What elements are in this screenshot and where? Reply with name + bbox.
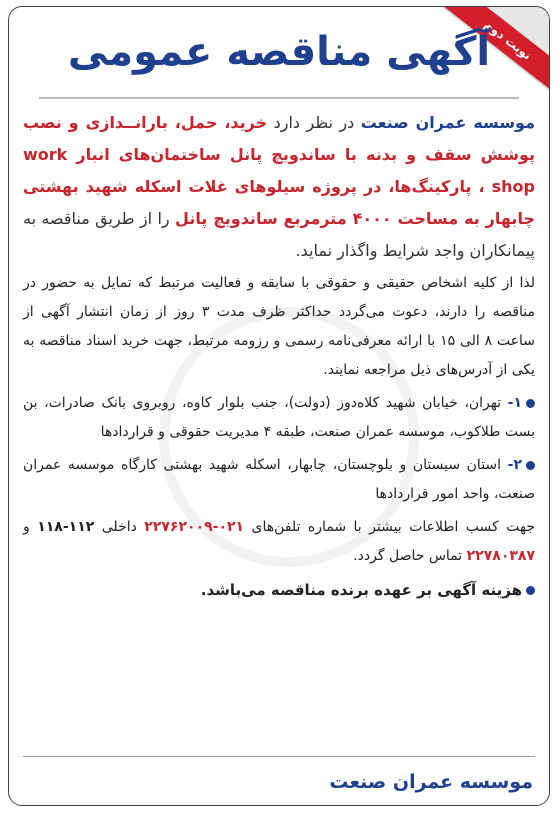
address-text: استان سیستان و بلوچستان، چابهار، اسکله شهید بهشتی کارگاه موسسه عمران صنعت، واحد امور قراردادها (23, 457, 535, 502)
contact-suffix: تماس حاصل گردد. (353, 548, 467, 564)
cost-note-text: هزینه آگهی بر عهده برنده مناقصه می‌باشد. (200, 581, 522, 599)
notice-frame (8, 6, 550, 806)
cost-note (23, 575, 535, 605)
contact-middle: داخلی (94, 519, 145, 535)
notice-body (23, 107, 535, 605)
lead-intro: در نظر دارد (267, 113, 361, 132)
signature: موسسه عمران صنعت (329, 771, 533, 793)
invitation-paragraph: لذا از کلیه اشخاص حقیقی و حقوقی با سابقه و فعالیت مرتبط که تمایل به حضور در مناقصه را دارند، دعوت می‌گردد حداکثر ظرف مدت ۳ روز از زمان انتشار آگهی از ساعت ۸ الی ۱۵ با ارائه معرفی‌نامه رسمی و رزومه مرتبط، جهت خرید اسناد مناقصه به یکی از آدرس‌های ذیل مراجعه نمایند. (23, 275, 536, 378)
contact-prefix: جهت کسب اطلاعات بیشتر با شماره تلفن‌های (244, 519, 535, 535)
contact-paragraph (23, 513, 535, 571)
address-item-2 (23, 451, 535, 509)
org-name: موسسه عمران صنعت (360, 113, 535, 132)
bullet-dot-icon (526, 461, 535, 470)
bullet-dot-icon (526, 586, 535, 595)
lead-tail: را از طریق مناقصه به پیمانکاران واجد شرایط واگذار نماید. (23, 209, 535, 260)
address-text: تهران، خیابان شهید کلاه‌دوز (دولت)، جنب بلوار کاوه، روبروی بانک صادرات، بن بست طلاکوب، موسسه عمران صنعت، طبقه ۴ مدیریت حقوقی و قراردادها (23, 395, 535, 440)
address-item-1 (23, 389, 535, 447)
signature-divider (23, 756, 535, 757)
phone-number-1: ۰۲۱-۲۲۷۶۲۰۰۹ (144, 519, 245, 535)
bullet-dot-icon (526, 399, 535, 408)
address-number: ۱- (507, 395, 522, 411)
ribbon-badge: نوبت دوم (441, 6, 550, 96)
phone-extension: ۱۱۲-۱۱۸ (37, 519, 95, 535)
contact-and: و (23, 519, 38, 535)
title-divider (39, 97, 519, 99)
phone-number-2: ۲۲۷۸۰۳۸۷ (466, 548, 535, 564)
tender-subject: خرید، حمل، بارانــدازی و نصب پوشش سقف و بدنه با ساندویچ پانل ساختمان‌های انبار work shop ، پارکینگ‌ها، در پروژه سیلوهای غلات اسکله شهید بهشتی چابهار به مساحت ۴۰۰۰ مترمربع ساندویچ پانل (23, 113, 535, 228)
address-number: ۲- (507, 457, 522, 473)
page-title: آگهی مناقصه عمومی (67, 29, 491, 75)
lead-paragraph (23, 107, 535, 267)
